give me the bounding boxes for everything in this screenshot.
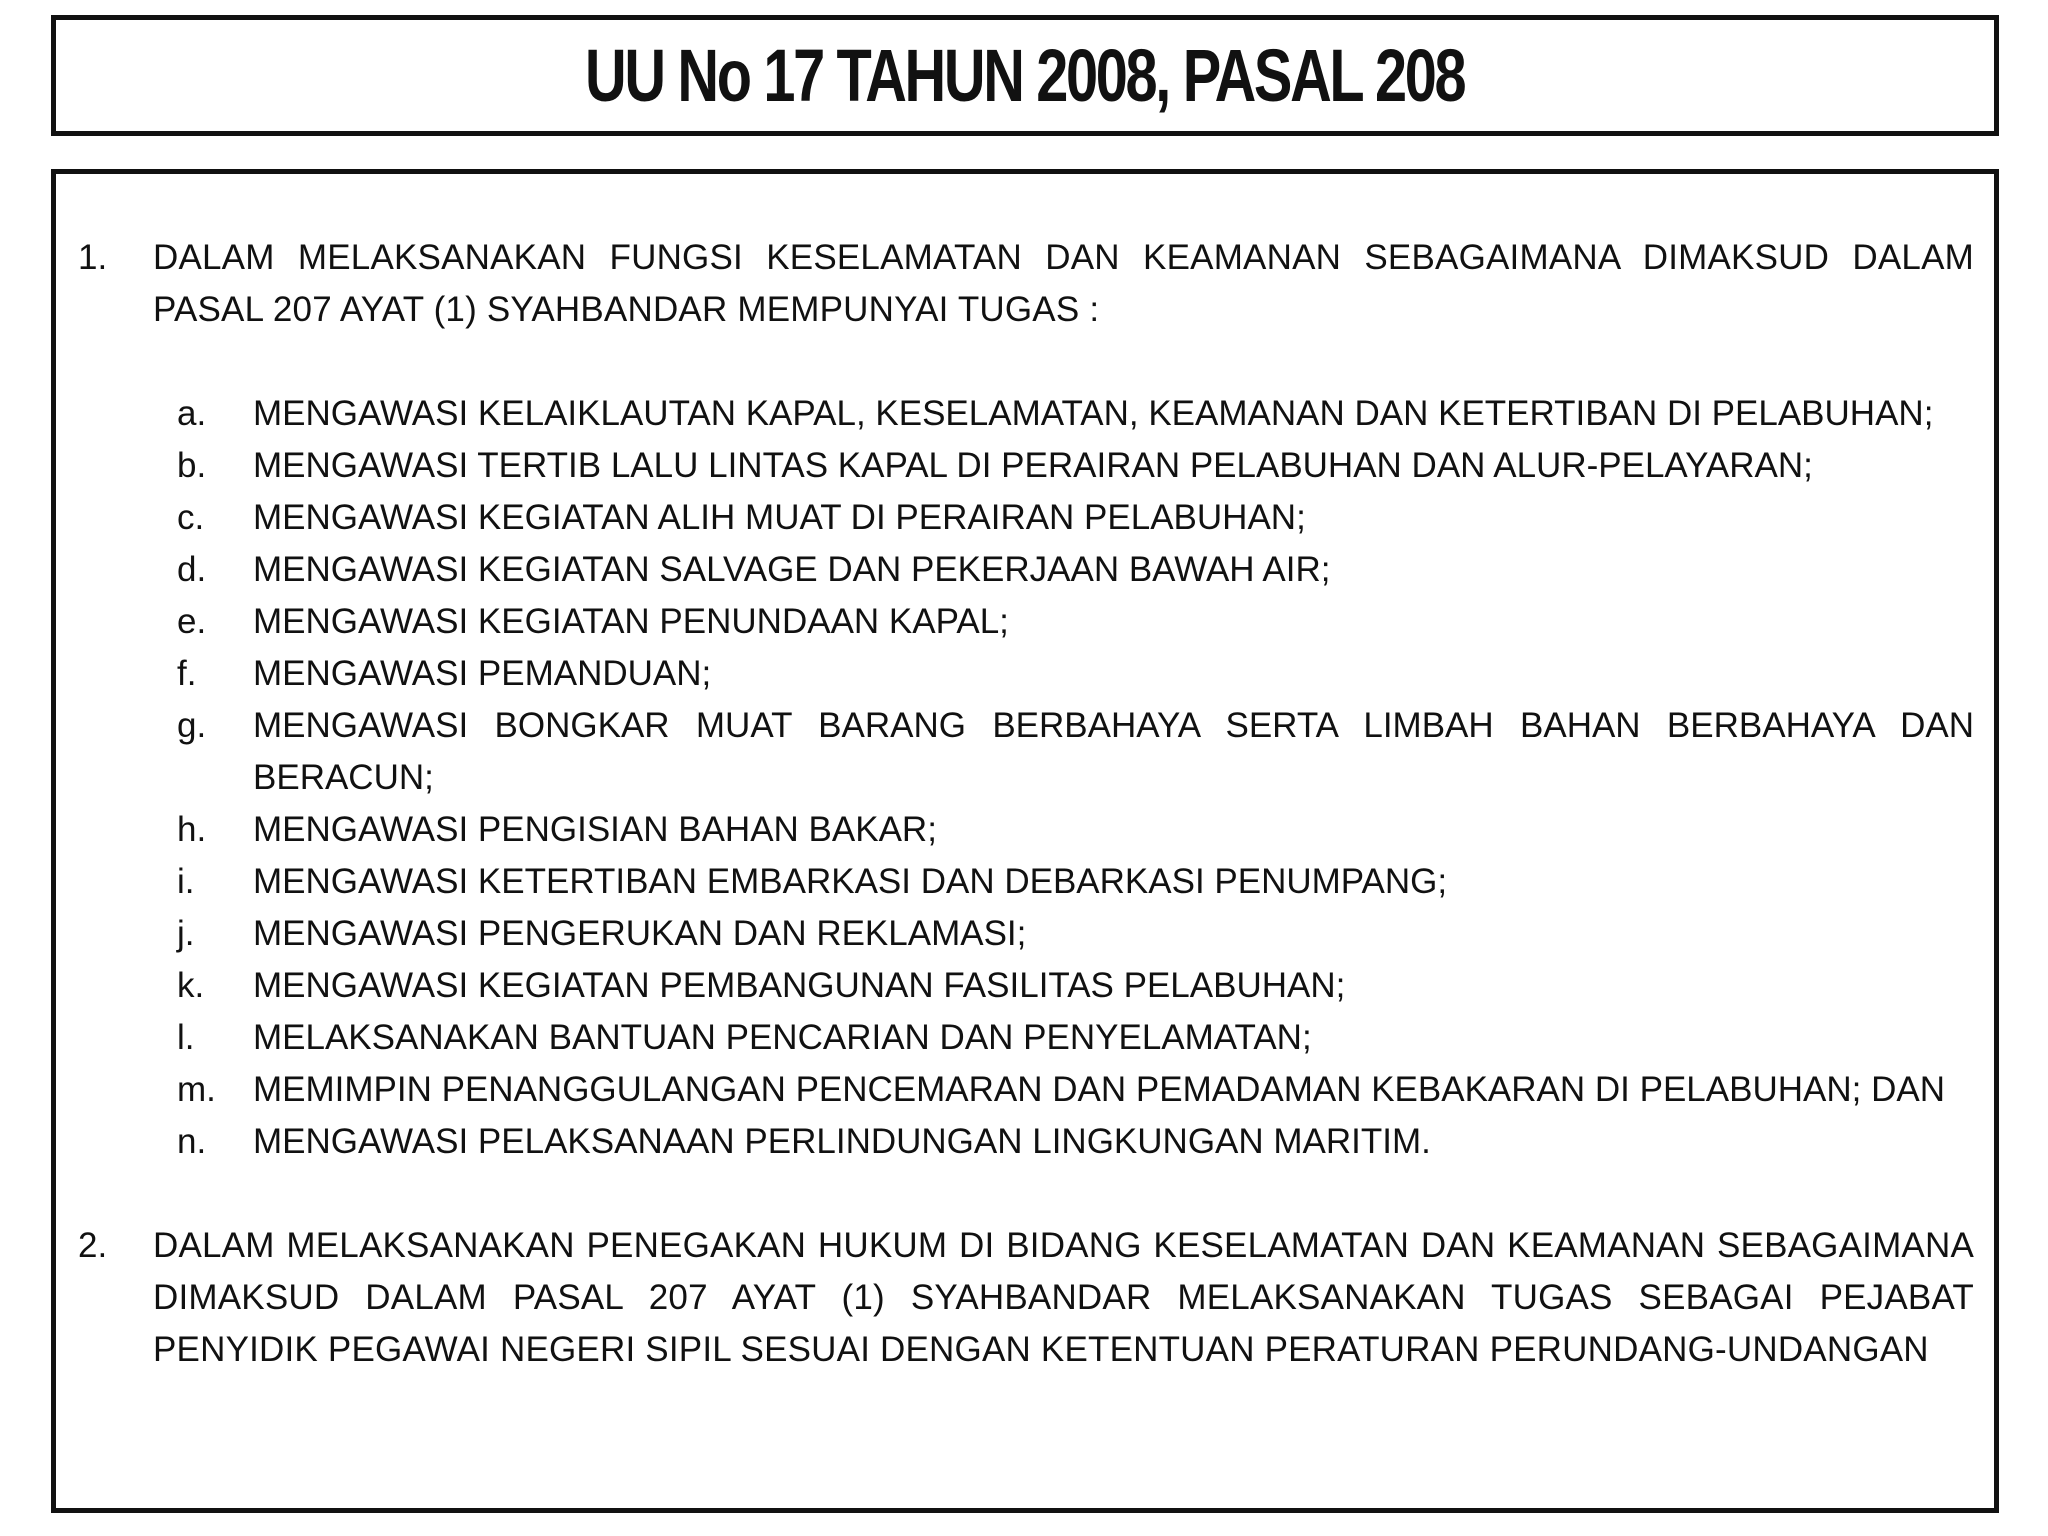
sublist-text: MENGAWASI KEGIATAN PEMBANGUNAN FASILITAS PELABUHAN; [253, 966, 1346, 1005]
sublist-letter: e. [177, 602, 207, 641]
sublist-item-k [153, 960, 1974, 1012]
sublist-text: MENGAWASI PELAKSANAAN PERLINDUNGAN LINGKUNGAN MARITIM. [253, 1122, 1431, 1161]
sublist-item-i [153, 856, 1974, 908]
sublist-letter: l. [177, 1018, 195, 1057]
item-number: 2. [78, 1226, 108, 1265]
list-item-1 [74, 232, 1974, 336]
sublist-text: MENGAWASI KEGIATAN PENUNDAAN KAPAL; [253, 602, 1009, 641]
sublist-item-f [153, 648, 1974, 700]
sublist-text: MELAKSANAKAN BANTUAN PENCARIAN DAN PENYELAMATAN; [253, 1018, 1312, 1057]
item-number: 1. [78, 238, 108, 277]
sublist-letter: h. [177, 810, 207, 849]
item-text: DALAM MELAKSANAKAN PENEGAKAN HUKUM DI BIDANG KESELAMATAN DAN KEAMANAN SEBAGAIMANA DIMAKSUD DALAM PASAL 207 AYAT (1) SYAHBANDAR MELAKSANAKAN TUGAS SEBAGAI PEJABAT PENYIDIK PEGAWAI NEGERI SIPIL SESUAI DENGAN KETENTUAN PERATURAN PERUNDANG-UNDANGAN [153, 1226, 1974, 1369]
sublist-text: MENGAWASI KEGIATAN SALVAGE DAN PEKERJAAN BAWAH AIR; [253, 550, 1331, 589]
sublist-item-h [153, 804, 1974, 856]
sublist-item-d [153, 544, 1974, 596]
sublist-letter: k. [177, 966, 205, 1005]
sublist-item-n [153, 1116, 1974, 1168]
page-title: UU No 17 TAHUN 2008, PASAL 208 [585, 34, 1465, 117]
content-box [51, 169, 1999, 1513]
sublist-letter: d. [177, 550, 207, 589]
sublist-letter: n. [177, 1122, 207, 1161]
sublist-item-a [153, 388, 1974, 440]
sublist-letter: i. [177, 862, 195, 901]
sublist-item-b [153, 440, 1974, 492]
sublist-letter: f. [177, 654, 197, 693]
list-item-2 [74, 1220, 1974, 1376]
sublist-letter: b. [177, 446, 207, 485]
sublist-text: MENGAWASI BONGKAR MUAT BARANG BERBAHAYA SERTA LIMBAH BAHAN BERBAHAYA DAN BERACUN; [253, 706, 1974, 797]
sublist-item-m [153, 1064, 1974, 1116]
sublist-text: MENGAWASI PEMANDUAN; [253, 654, 712, 693]
sublist-text: MEMIMPIN PENANGGULANGAN PENCEMARAN DAN PEMADAMAN KEBAKARAN DI PELABUHAN; DAN [253, 1070, 1945, 1109]
sublist-letter: c. [177, 498, 205, 537]
title-box [51, 15, 1999, 136]
sublist-letter: j. [177, 914, 195, 953]
sublist [153, 388, 1974, 1168]
sublist-text: MENGAWASI PENGISIAN BAHAN BAKAR; [253, 810, 937, 849]
sublist-text: MENGAWASI KETERTIBAN EMBARKASI DAN DEBARKASI PENUMPANG; [253, 862, 1448, 901]
sublist-letter: m. [177, 1070, 216, 1109]
sublist-text: MENGAWASI KEGIATAN ALIH MUAT DI PERAIRAN PELABUHAN; [253, 498, 1306, 537]
sublist-text: MENGAWASI TERTIB LALU LINTAS KAPAL DI PERAIRAN PELABUHAN DAN ALUR-PELAYARAN; [253, 446, 1813, 485]
item-text: DALAM MELAKSANAKAN FUNGSI KESELAMATAN DAN KEAMANAN SEBAGAIMANA DIMAKSUD DALAM PASAL 207 AYAT (1) SYAHBANDAR MEMPUNYAI TUGAS : [153, 238, 1974, 329]
article-content [74, 232, 1974, 1376]
sublist-item-c [153, 492, 1974, 544]
sublist-item-e [153, 596, 1974, 648]
sublist-item-j [153, 908, 1974, 960]
sublist-letter: g. [177, 706, 207, 745]
sublist-item-l [153, 1012, 1974, 1064]
sublist-text: MENGAWASI KELAIKLAUTAN KAPAL, KESELAMATAN, KEAMANAN DAN KETERTIBAN DI PELABUHAN; [253, 394, 1934, 433]
sublist-letter: a. [177, 394, 207, 433]
sublist-text: MENGAWASI PENGERUKAN DAN REKLAMASI; [253, 914, 1027, 953]
sublist-item-g [153, 700, 1974, 804]
